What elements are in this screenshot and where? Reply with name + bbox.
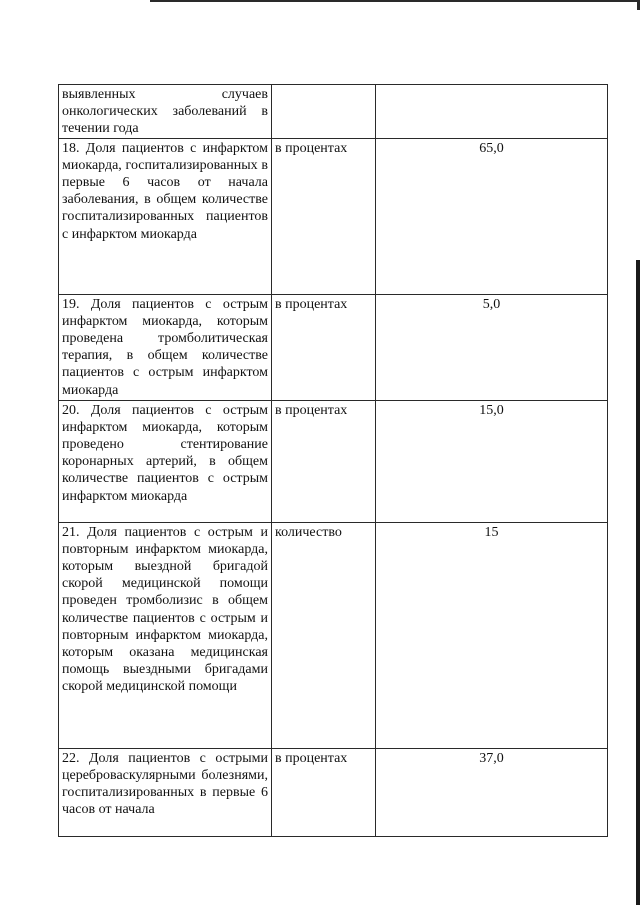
unit-cell <box>272 748 376 836</box>
table-row <box>59 85 608 139</box>
scan-top-edge-mark <box>150 0 640 2</box>
value-text: 37,0 <box>479 750 504 766</box>
indicator-text: 19. Доля пациентов с острым инфарктом миокарда, которым проведена тромболитическая терапия, в общем количестве пациентов с острым инфарктом миокарда <box>62 296 268 398</box>
indicator-text: 18. Доля пациентов с инфарктом миокарда, госпитализированных в первые 6 часов от начала заболевания, в общем количестве госпитализированных пациентов с инфарктом миокарда <box>62 140 268 242</box>
table-row <box>59 400 608 522</box>
indicator-text: 20. Доля пациентов с острым инфарктом миокарда, которым проведено стентирование коронарных артерий, в общем количестве пациентов с острым инфарктом миокарда <box>62 402 268 504</box>
value-cell <box>376 294 608 400</box>
scan-right-edge-shadow <box>636 260 640 905</box>
unit-text: в процентах <box>275 296 348 312</box>
indicators-table <box>58 84 608 837</box>
value-text: 65,0 <box>479 140 504 156</box>
indicator-text: выявленных случаев онкологических заболеваний в течении года <box>62 87 268 137</box>
indicator-cell <box>59 748 272 836</box>
indicator-text: 22. Доля пациентов с острыми цереброваскулярными болезнями, госпитализированных в первые 6 часов от начала <box>62 750 268 818</box>
document-page <box>58 84 602 844</box>
table-row <box>59 748 608 836</box>
unit-text: количество <box>275 524 342 540</box>
unit-cell <box>272 522 376 748</box>
indicator-text: 21. Доля пациентов с острым и повторным инфарктом миокарда, которым выездной бригадой скорой медицинской помощи проведен тромболизис в общем количестве пациентов с острым и повторным инфарктом миокарда, которым оказана медицинская помощь выездными бригадами скорой медицинской помощи <box>62 524 268 695</box>
unit-text: в процентах <box>275 750 348 766</box>
indicator-cell <box>59 400 272 522</box>
value-cell <box>376 138 608 294</box>
table-row <box>59 138 608 294</box>
value-cell <box>376 400 608 522</box>
value-cell <box>376 85 608 139</box>
value-cell <box>376 522 608 748</box>
indicator-cell <box>59 85 272 139</box>
unit-text: в процентах <box>275 402 348 418</box>
value-cell <box>376 748 608 836</box>
indicator-cell <box>59 138 272 294</box>
unit-cell <box>272 85 376 139</box>
value-text: 15 <box>484 524 499 540</box>
unit-cell <box>272 400 376 522</box>
table-row <box>59 294 608 400</box>
indicator-cell <box>59 294 272 400</box>
unit-cell <box>272 294 376 400</box>
value-text: 15,0 <box>479 402 504 418</box>
unit-text: в процентах <box>275 140 348 156</box>
indicator-cell <box>59 522 272 748</box>
table-row <box>59 522 608 748</box>
unit-cell <box>272 138 376 294</box>
value-text: 5,0 <box>482 296 501 312</box>
